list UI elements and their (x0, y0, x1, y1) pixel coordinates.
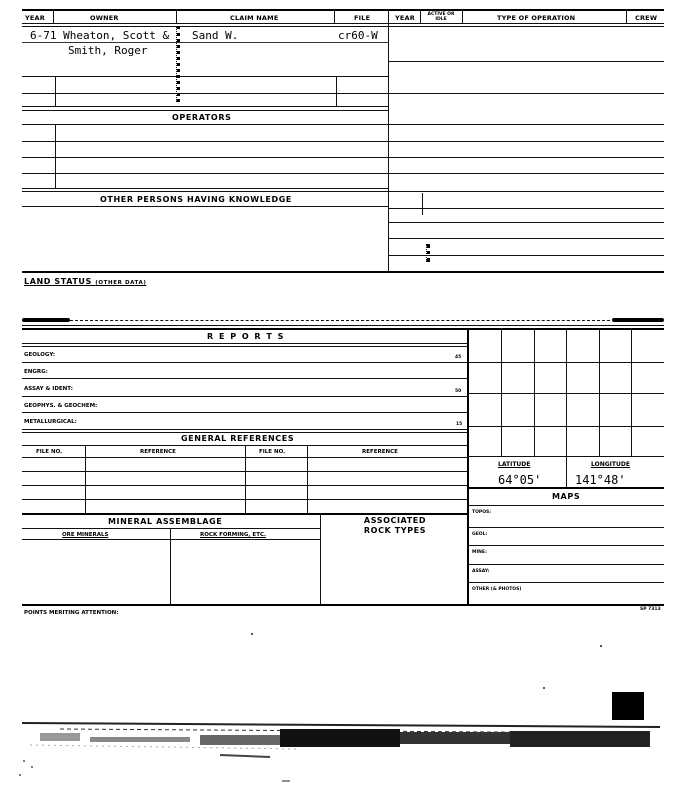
report-metallurgical-num: 15 (456, 422, 463, 427)
header-file: FILE (354, 14, 371, 22)
header-type-of-operation: TYPE OF OPERATION (497, 14, 576, 22)
ref-reference-header: REFERENCE (140, 449, 176, 455)
report-engrg-label: ENGRG: (24, 369, 48, 375)
maps-mine: MINE: (472, 550, 487, 555)
report-assay-num: 50 (455, 389, 462, 394)
land-status-heading (24, 277, 146, 286)
longitude-label: LONGITUDE (591, 461, 630, 468)
rock-forming-header: ROCK FORMING, ETC. (200, 532, 267, 538)
latitude-value: 64°05' (498, 473, 542, 487)
report-assay-label: ASSAY & IDENT: (24, 386, 73, 392)
reports-heading: R E P O R T S (207, 332, 285, 341)
maps-other: OTHER (& PHOTOS) (472, 587, 522, 592)
header-year-2: YEAR (395, 14, 415, 22)
header-owner: OWNER (90, 14, 119, 22)
associated-rock-types-heading: ASSOCIATED ROCK TYPES (363, 516, 427, 535)
maps-geol: GEOL: (472, 532, 488, 537)
longitude-value: 141°48' (575, 473, 626, 487)
maps-assay: ASSAY: (472, 569, 490, 574)
file-entry: cr60-W (338, 29, 378, 42)
ref-file-no-header: FILE NO. (36, 449, 63, 455)
claim-name-entry: Sand W. (192, 29, 239, 42)
report-geophys-label: GEOPHYS. & GEOCHEM: (24, 403, 98, 409)
other-persons-heading: OTHER PERSONS HAVING KNOWLEDGE (100, 195, 292, 204)
maps-topos: TOPOS: (472, 510, 492, 515)
header-crew: CREW (635, 14, 658, 22)
header-active-or-idle: ACTIVE OR IDLE (427, 12, 455, 22)
general-references-heading: GENERAL REFERENCES (181, 434, 295, 443)
mineral-assemblage-heading: MINERAL ASSEMBLAGE (108, 517, 223, 526)
maps-heading: MAPS (552, 492, 581, 501)
header-claim-name: CLAIM NAME (230, 14, 279, 22)
operators-heading: OPERATORS (172, 113, 232, 122)
ref-file-no-header-2: FILE NO. (259, 449, 286, 455)
latitude-label: LATITUDE (498, 461, 531, 468)
header-year: YEAR (25, 14, 45, 22)
form-number: SP 7313 (640, 607, 661, 612)
ore-minerals-header: ORE MINERALS (62, 532, 109, 538)
owner-line-1: 6-71 Wheaton, Scott & (30, 29, 170, 42)
land-status-sub: (OTHER DATA) (95, 280, 147, 286)
report-geology-num: 45 (455, 355, 462, 360)
points-meriting-attention: POINTS MERITING ATTENTION: (24, 610, 119, 616)
report-metallurgical-label: METALLURGICAL: (24, 419, 77, 425)
scan-noise (0, 715, 678, 806)
ref-reference-header-2: REFERENCE (362, 449, 398, 455)
report-geology-label: GEOLOGY: (24, 352, 56, 358)
land-status-label: LAND STATUS (24, 277, 92, 286)
owner-line-2: Smith, Roger (68, 44, 148, 57)
